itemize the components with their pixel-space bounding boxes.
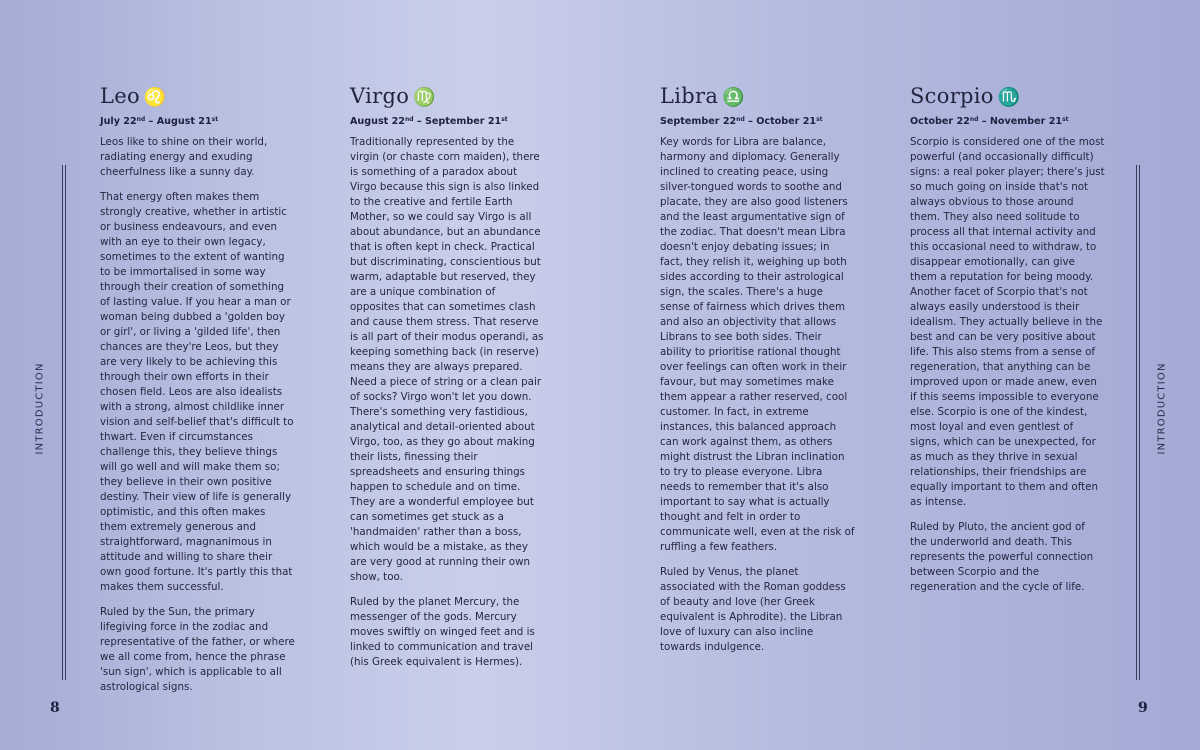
- virgo-date-end-suffix: st: [501, 116, 508, 123]
- libra-heading: [660, 83, 855, 111]
- scorpio-heading: [910, 83, 1105, 111]
- libra-name: Libra: [660, 84, 719, 108]
- leo-paragraph-1: Leos like to shine on their world, radiating energy and exuding cheerfulness like a sunny day.: [100, 136, 268, 178]
- virgo-heading: [350, 83, 545, 111]
- leo-paragraph-3: Ruled by the Sun, the primary lifegiving force in the zodiac and representative of the father, or where we all come from, hence the phrase 'sun sign', which is applicable to all astrological signs.: [100, 606, 295, 693]
- scorpio-dates: [910, 115, 1105, 128]
- leo-name: Leo: [100, 84, 140, 108]
- right-page-number: 9: [1138, 700, 1148, 716]
- leo-date-end-suffix: st: [211, 116, 219, 123]
- scorpio-date-end: November 21: [989, 116, 1063, 127]
- leo-paragraph-2: That energy often makes them strongly creative, whether in artistic or business endeavours, and even with an eye to their own legacy, sometimes to the extent of wanting to be immortalised in some way through their creation of something of lasting value. If you hear a man or woman being dubbed a 'golden boy or girl', or living a 'gilded life', then chances are they're Leos, but they are very likely to be achieving this through their own efforts in their chosen field. Leos are also idealists with a strong, almost childlike inner vision and self-belief that's difficult to thwart. Even if circumstances challenge this, they believe things will go well and will make them so; they believe in their own positive destiny. Their view of life is generally optimistic, and this often makes them extremely generous and straightforward, magnanimous in attitude and willing to share their own good fortune. It's partly this that makes them successful.: [100, 191, 294, 593]
- left-margin-double-rule: [62, 165, 66, 680]
- scorpio-paragraph-1: Scorpio is considered one of the most powerful (and occasionally difficult) signs: a real poker player; there's just so much going on inside that's not always obvious to those around them. They also need solitude to process all that internal activity and this occasional need to withdraw, to disappear emotionally, can give them a reputation for being moody. Another facet of Scorpio that's not always easily understood is their idealism. They actually believe in the best and can be very positive about life. This also stems from a sense of regeneration, that anything can be improved upon or made anew, even if this seems impossible to everyone else. Scorpio is one of the kindest, most loyal and even gentlest of signs, which can be unexpected, for as much as they thrive in sexual relationships, their friendships are equally important to them and often as intense.: [910, 136, 1105, 508]
- virgo-glyph-icon: ♍: [413, 87, 436, 108]
- scorpio-date-separator: –: [978, 116, 990, 127]
- virgo-section: [350, 83, 545, 680]
- leo-date-start-suffix: nd: [136, 116, 146, 123]
- virgo-dates: [350, 115, 545, 128]
- libra-date-start: September 22: [660, 116, 737, 127]
- virgo-paragraph-2: Ruled by the planet Mercury, the messenger of the gods. Mercury moves swiftly on winged feet and is linked to communication and travel (his Greek equivalent is Hermes).: [350, 596, 535, 668]
- scorpio-section: [910, 83, 1105, 605]
- libra-paragraph-2: Ruled by Venus, the planet associated with the Roman goddess of beauty and love (her Greek equivalent is Aphrodite). the Libran love of luxury can also incline towards indulgence.: [660, 566, 846, 653]
- leo-glyph-icon: ♌: [143, 87, 167, 108]
- virgo-date-start-suffix: nd: [404, 116, 414, 123]
- scorpio-paragraph-2: Ruled by Pluto, the ancient god of the underworld and death. This represents the powerful connection between Scorpio and the regeneration and the cycle of life.: [910, 521, 1094, 593]
- leo-section: [100, 83, 295, 705]
- libra-paragraph-1: Key words for Libra are balance, harmony and diplomacy. Generally inclined to creating peace, using silver-tongued words to soothe and placate, they are also good listeners and the least argumentative sign of the zodiac. That doesn't mean Libra doesn't enjoy debating issues; in fact, they relish it, weighing up both sides according to their astrological sign, the scales. There's a huge sense of fairness which drives them and also an objectivity that allows Librans to see both sides. Their ability to prioritise rational thought over feelings can often work in their favour, but may sometimes make them appear a rather reserved, cool customer. In fact, in extreme instances, this balanced approach can work against them, as others might distrust the Libran inclination to try to please everyone. Libra needs to remember that it's also important to say what is actually thought and felt in order to communicate well, even at the risk of ruffling a few feathers.: [660, 136, 855, 553]
- libra-date-end-suffix: st: [816, 116, 823, 123]
- virgo-name: Virgo: [350, 84, 410, 108]
- leo-date-start: July 22: [100, 116, 137, 127]
- virgo-date-separator: –: [413, 116, 426, 127]
- leo-dates: [100, 115, 295, 128]
- scorpio-date-end-suffix: st: [1062, 116, 1069, 123]
- scorpio-date-start: October 22: [910, 116, 970, 127]
- leo-date-end: August 21: [156, 116, 212, 127]
- virgo-date-end: September 21: [425, 116, 502, 127]
- libra-glyph-icon: ♎: [722, 87, 745, 108]
- libra-date-start-suffix: nd: [736, 116, 745, 123]
- scorpio-glyph-icon: ♏: [997, 87, 1021, 108]
- left-side-section-label: INTRODUCTION: [34, 362, 46, 455]
- libra-section: [660, 83, 855, 665]
- left-page-number: 8: [50, 700, 60, 716]
- right-margin-double-rule: [1136, 165, 1140, 680]
- scorpio-date-start-suffix: nd: [969, 116, 979, 123]
- scorpio-name: Scorpio: [910, 84, 994, 108]
- leo-date-separator: –: [145, 116, 157, 127]
- libra-date-end: October 21: [756, 116, 817, 127]
- libra-date-separator: –: [744, 116, 757, 127]
- libra-dates: [660, 115, 855, 128]
- leo-heading: [100, 83, 295, 111]
- virgo-date-start: August 22: [350, 116, 405, 127]
- right-side-section-label: INTRODUCTION: [1156, 362, 1168, 455]
- virgo-paragraph-1: Traditionally represented by the virgin (or chaste corn maiden), there is something of a paradox about Virgo because this sign is also linked to the creative and fertile Earth Mother, so we could say Virgo is all about abundance, but an abundance that is often kept in check. Practical but discriminating, conscientious but warm, adaptable but reserved, they are a unique combination of opposites that can sometimes clash and cause them stress. That reserve is all part of their modus operandi, as keeping something back (in reserve) means they are always prepared. Need a piece of string or a clean pair of socks? Virgo won't let you down. There's something very fastidious, analytical and detail-oriented about Virgo, too, as they go about making their lists, finessing their spreadsheets and ensuring things happen to schedule and on time. They are a wonderful employee but can sometimes get stuck as a 'handmaiden' rather than a boss, which would be a mistake, as they are very good at running their own show, too.: [350, 136, 544, 583]
